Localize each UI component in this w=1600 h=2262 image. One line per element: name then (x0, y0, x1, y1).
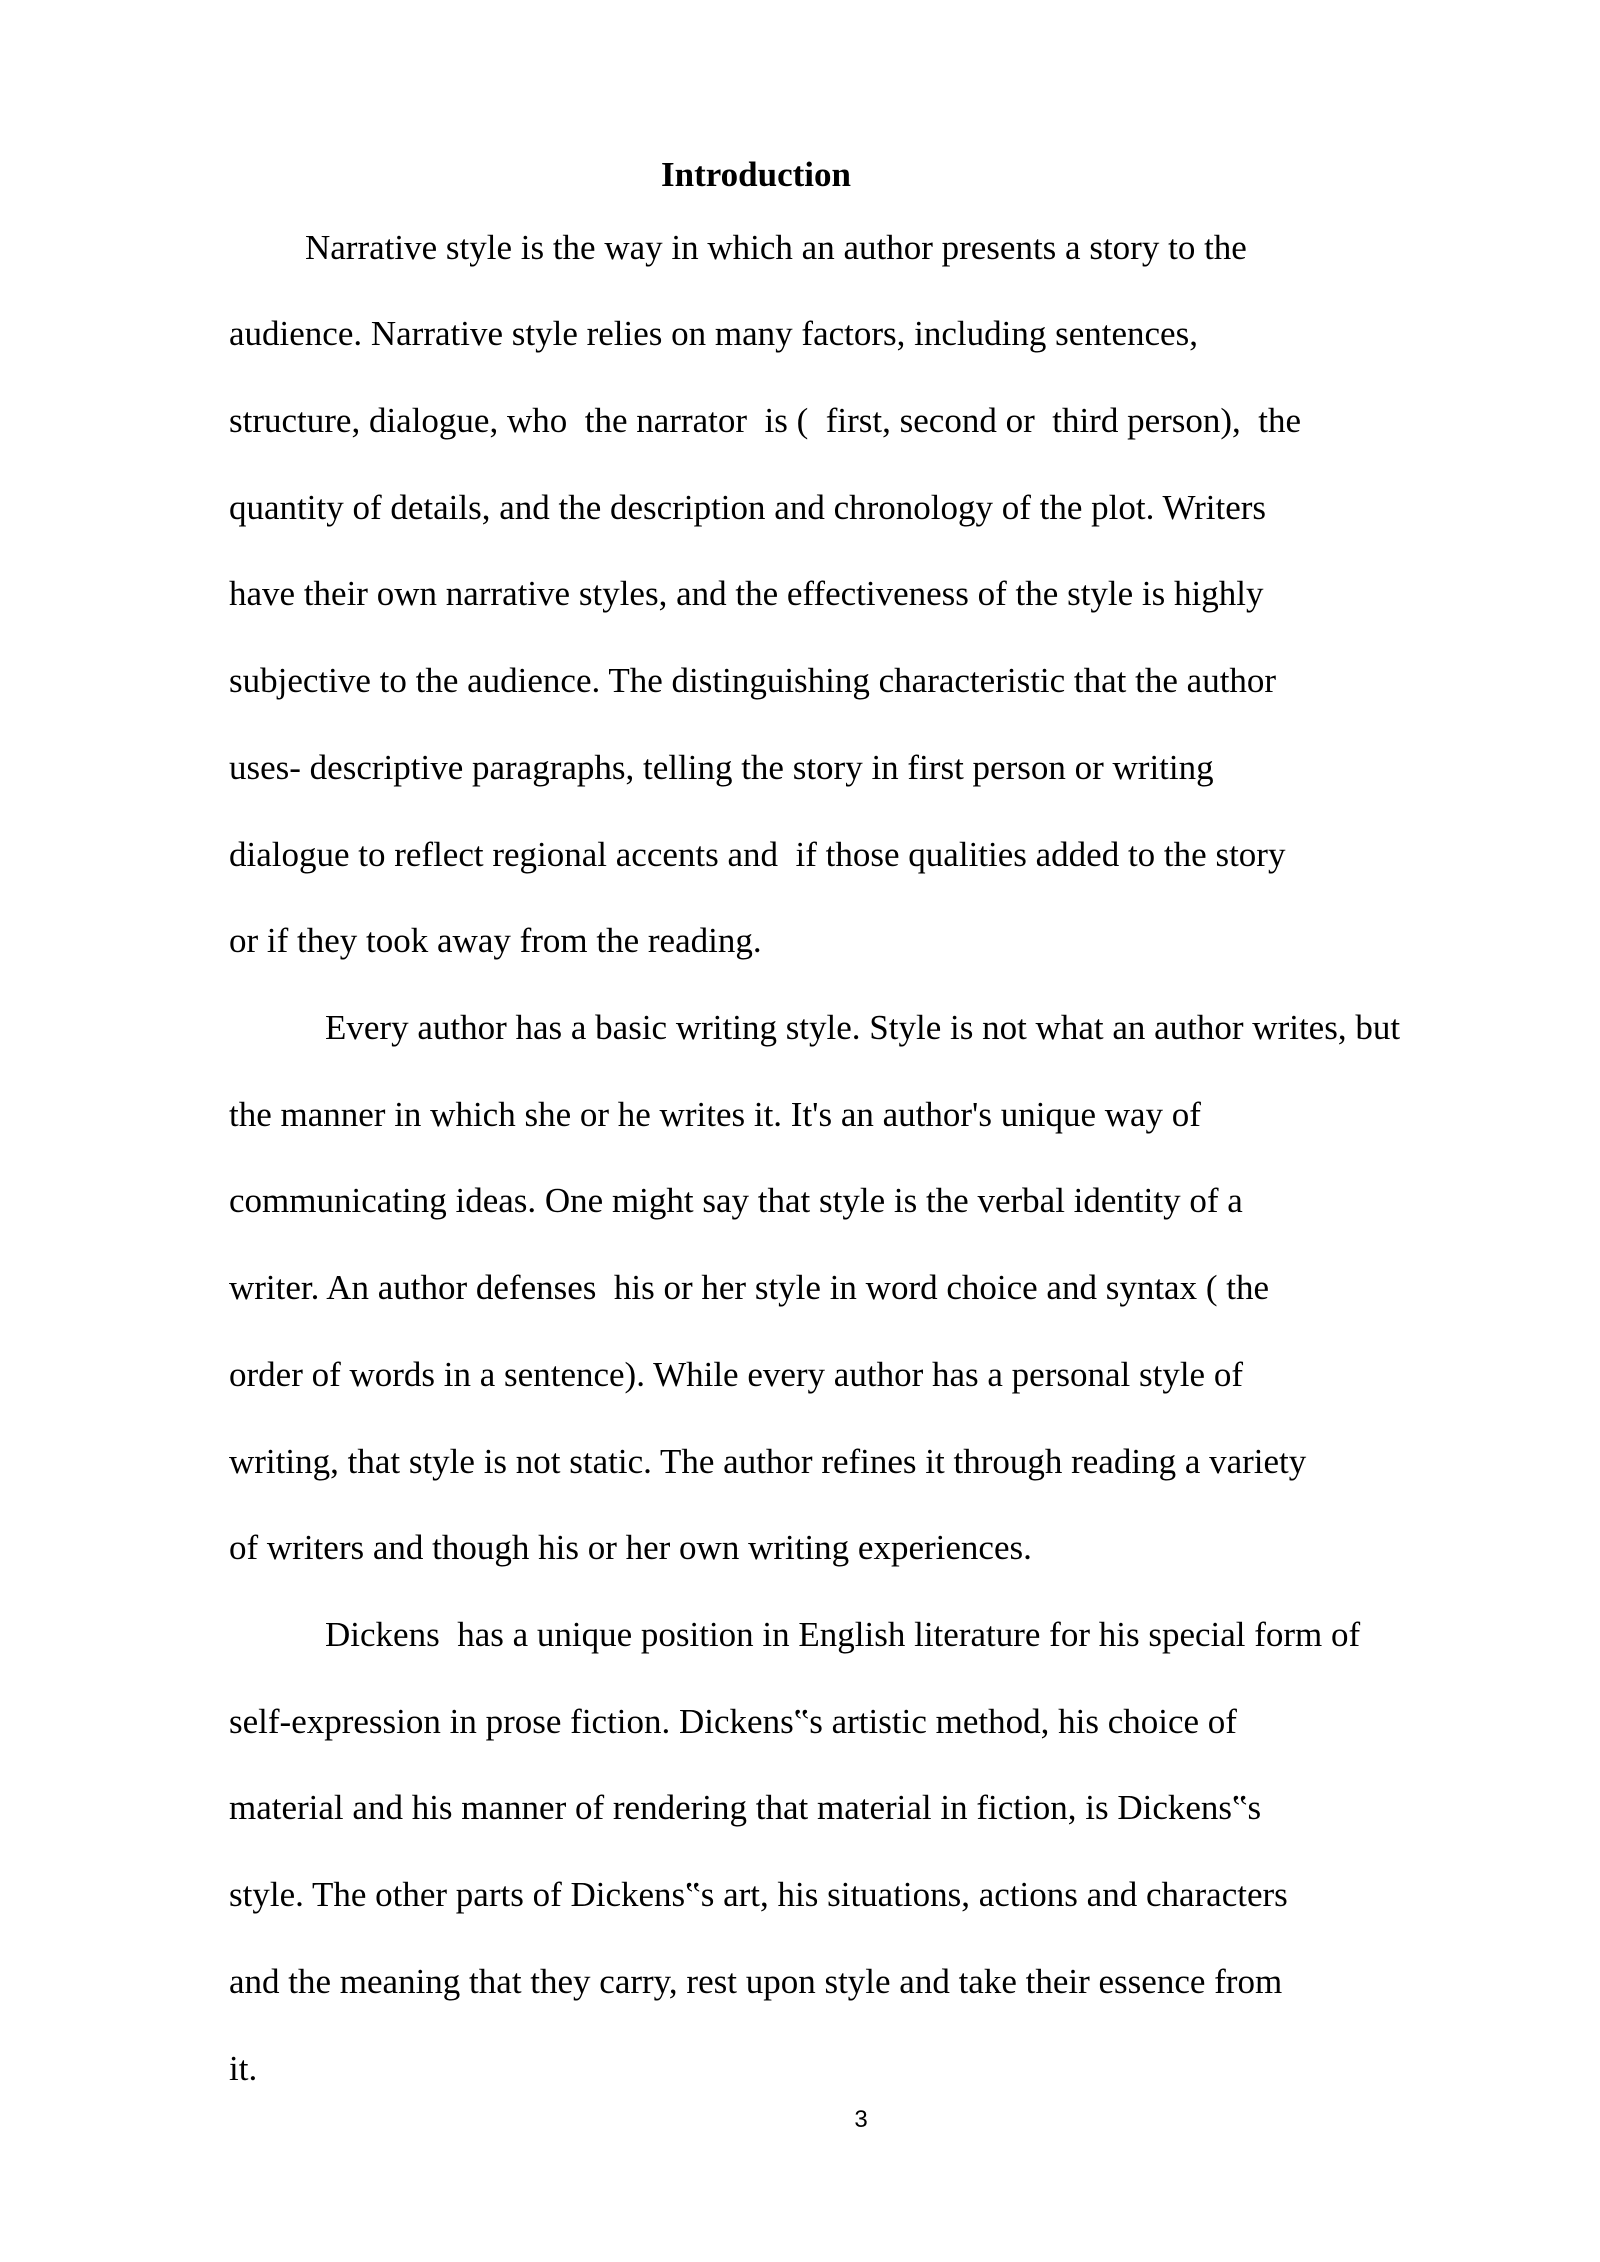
paragraph-3-line-2: self-expression in prose fiction. Dickens‟s artistic method, his choice of (229, 1702, 1237, 1741)
paragraph-2-line-7: of writers and though his or her own writing experiences. (229, 1528, 1032, 1567)
paragraph-1-line-9: or if they took away from the reading. (229, 921, 762, 960)
paragraph-2-line-6: writing, that style is not static. The author refines it through reading a variety (229, 1442, 1307, 1481)
paragraph-1-line-3: structure, dialogue, who the narrator is ( first, second or third person), the (229, 401, 1302, 440)
section-heading: Introduction (661, 155, 851, 194)
paragraph-3-line-3: material and his manner of rendering that material in fiction, is Dickens‟s (229, 1788, 1262, 1827)
paragraph-3-line-4: style. The other parts of Dickens‟s art, his situations, actions and characters (229, 1875, 1288, 1914)
page-number: 3 (854, 2106, 868, 2133)
paragraph-2-line-1: Every author has a basic writing style. Style is not what an author writes, but (325, 1008, 1401, 1047)
paragraph-1-line-6: subjective to the audience. The distinguishing characteristic that the author (229, 661, 1277, 700)
paragraph-3-line-6: it. (229, 2049, 258, 2088)
paragraph-1-line-1: Narrative style is the way in which an author presents a story to the (305, 228, 1247, 267)
paragraph-3-line-5: and the meaning that they carry, rest upon style and take their essence from (229, 1962, 1283, 2001)
paragraph-2-line-5: order of words in a sentence). While every author has a personal style of (229, 1355, 1243, 1394)
paragraph-1-line-5: have their own narrative styles, and the effectiveness of the style is highly (229, 574, 1264, 613)
paragraph-1-line-4: quantity of details, and the description and chronology of the plot. Writers (229, 488, 1267, 527)
paragraph-2-line-2: the manner in which she or he writes it. It's an author's unique way of (229, 1095, 1201, 1134)
paragraph-1-line-8: dialogue to reflect regional accents and if those qualities added to the story (229, 835, 1286, 874)
paragraph-3-line-1: Dickens has a unique position in English literature for his special form of (325, 1615, 1361, 1654)
paragraph-2-line-3: communicating ideas. One might say that style is the verbal identity of a (229, 1181, 1243, 1220)
paragraph-1-line-2: audience. Narrative style relies on many factors, including sentences, (229, 314, 1198, 353)
paragraph-2-line-4: writer. An author defenses his or her style in word choice and syntax ( the (229, 1268, 1270, 1307)
paragraph-1-line-7: uses- descriptive paragraphs, telling the story in first person or writing (229, 748, 1214, 787)
